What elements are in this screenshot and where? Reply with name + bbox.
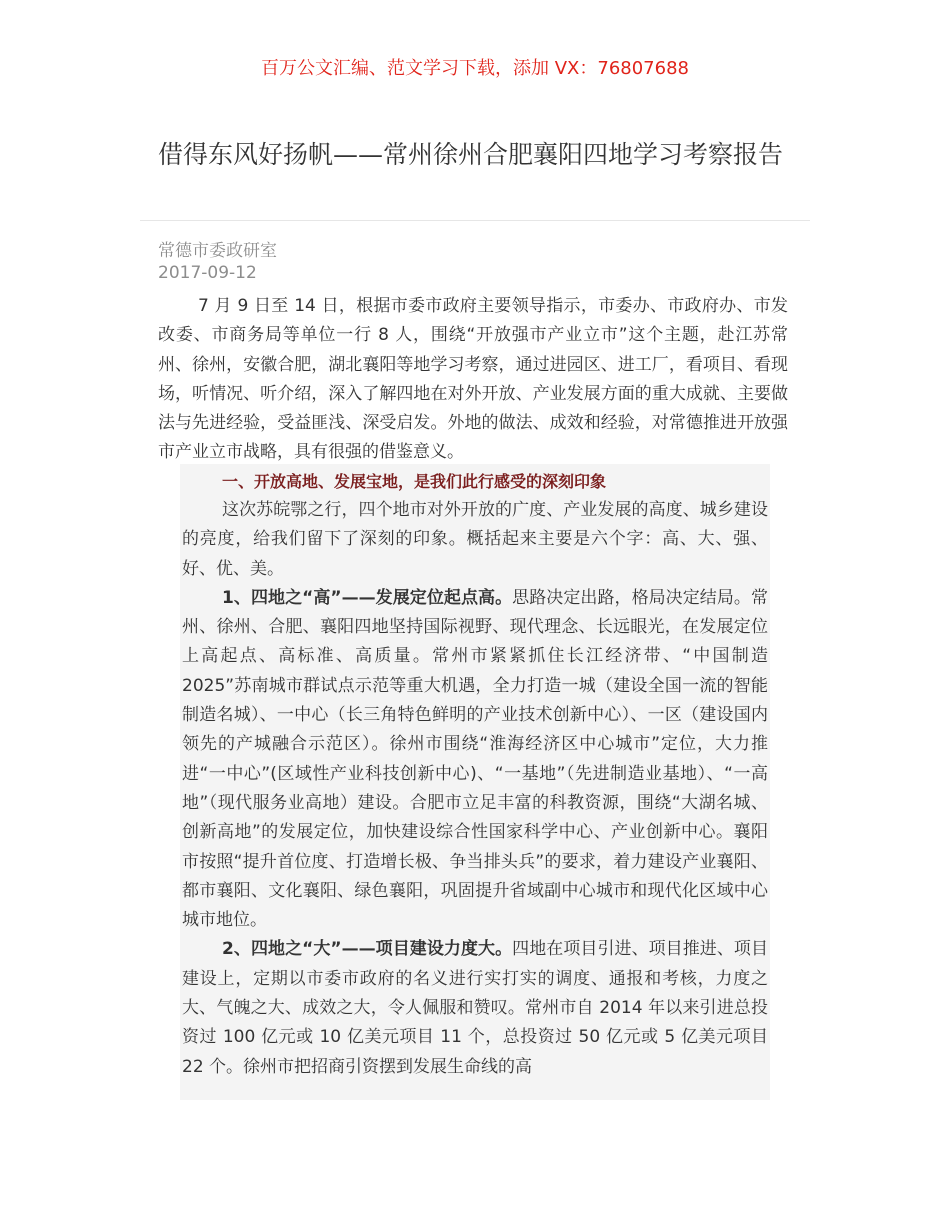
- section-paragraph: 这次苏皖鄂之行，四个地市对外开放的广度、产业发展的高度、城乡建设的亮度，给我们留下了深刻的印象。概括起来主要是六个字：高、大、强、好、优、美。: [182, 500, 768, 579]
- paragraph-body: 思路决定出路，格局决定结局。常州、徐州、合肥、襄阳四地坚持国际视野、现代理念、长远眼光，在发展定位上高起点、高标准、高质量。常州市紧紧抓住长江经济带、“中国制造 2025”苏南城市群试点示范等重大机遇，全力打造一城（建设全国一流的智能制造名城）、一中心（长三角特色鲜明的产业技术创新中心）、一区（建设国内领先的产城融合示范区）。徐州市围绕“淮海经济区中心城市”定位，大力推进“一中心”(区域性产业科技创新中心)、“一基地”（先进制造业基地）、“一高地”（现代服务业高地）建设。合肥市立足丰富的科教资源，围绕“大湖名城、创新高地”的发展定位，加快建设综合性国家科学中心、产业创新中心。襄阳市按照“提升首位度、打造增长极、争当排头兵”的要求，着力建设产业襄阳、都市襄阳、文化襄阳、绿色襄阳，巩固提升省域副中心城市和现代化区域中心城市地位。: [182, 587, 768, 931]
- header-banner: 百万公文汇编、范文学习下载，添加 VX：76807688: [261, 58, 689, 79]
- paragraph-lead: 1、四地之“高”——发展定位起点高。: [222, 587, 513, 608]
- intro-paragraph: 7 月 9 日至 14 日，根据市委市政府主要领导指示，市委办、市政府办、市发改委、市商务局等单位一行 8 人，围绕“开放强市产业立市”这个主题，赴江苏常州、徐州，安徽合肥，湖北襄阳等地学习考察，通过进园区、进工厂，看项目、看现场，听情况、听介绍，深入了解四地在对外开放、产业发展方面的重大成就、主要做法与先进经验，受益匪浅、深受启发。外地的做法、成效和经验，对常德推进开放强市产业立市战略，具有很强的借鉴意义。: [158, 296, 788, 463]
- article-title: 借得东风好扬帆——常州徐州合肥襄阳四地学习考察报告: [158, 140, 784, 169]
- article-date: 2017-09-12: [158, 263, 257, 283]
- article-author: 常德市委政研室: [158, 241, 277, 261]
- title-divider: [140, 220, 810, 221]
- section-paragraph: [182, 935, 768, 1081]
- paragraph-body: 四地在项目引进、项目推进、项目建设上，定期以市委市政府的名义进行实打实的调度、通报和考核，力度之大、气魄之大、成效之大，令人佩服和赞叹。常州市自 2014 年以来引进总投资过 100 亿元或 10 亿美元项目 11 个，总投资过 50 亿元或 5 亿美元项目 22 个。徐州市把招商引资摆到发展生命线的高: [182, 939, 768, 1077]
- paragraph-lead: 2、四地之“大”——项目建设力度大。: [222, 939, 513, 960]
- section-1: [182, 467, 768, 1082]
- section-paragraph: [182, 584, 768, 936]
- section-heading: 一、开放高地、发展宝地，是我们此行感受的深刻印象: [222, 472, 607, 491]
